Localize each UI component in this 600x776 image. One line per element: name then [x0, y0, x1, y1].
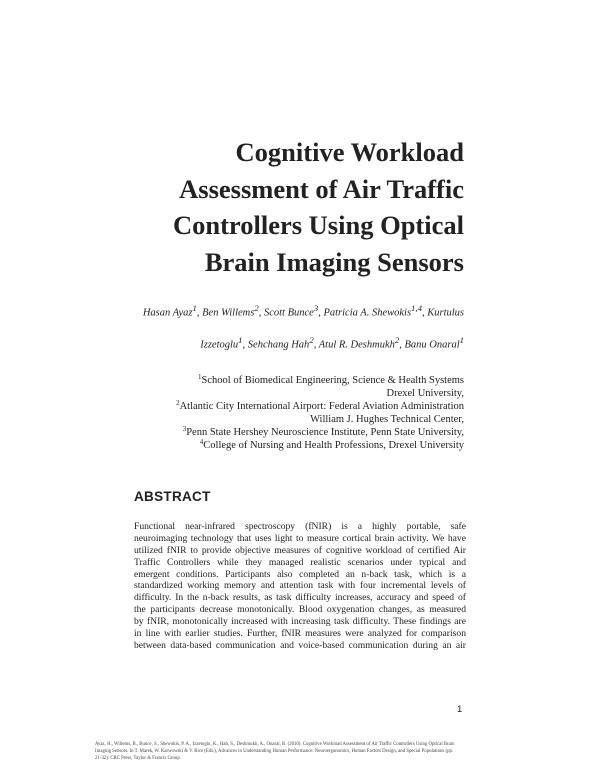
- abstract-text: [134, 521, 466, 687]
- author: Kurtulus: [427, 307, 464, 319]
- citation-line: Imaging Sensors. In T. Marek, W. Karwowski & V. Rice (Eds.), Advances in Understanding Human Performance: Neuroergonomics, Human Factors Design, and Special Populations (pp.: [95, 749, 454, 754]
- author: Scott Bunce: [263, 307, 314, 319]
- citation-line: 21-32): CRC Press, Taylor & Francis Group: [95, 756, 180, 761]
- author-affiliation-mark: 1: [238, 334, 243, 345]
- page-number: 1: [457, 704, 463, 715]
- title-line: Controllers Using Optical: [172, 210, 464, 240]
- author-affiliation-mark: 1: [459, 334, 464, 345]
- citation-footer: [95, 741, 535, 762]
- affiliation-line: $^2$Atlantic City International Airport: Federal Aviation Administration: [176, 399, 464, 412]
- paper-title: [104, 134, 464, 280]
- author-affiliation-mark: 3: [313, 303, 319, 313]
- abstract-heading: ABSTRACT: [134, 489, 211, 504]
- abstract-line: in line with earlier studies. Further, fNIR measures were analyzed for comparison: [134, 628, 466, 640]
- citation-line: Ayaz, H., Willems, B., Bunce, S., Shewokis, P. A., Izzetoglu, K., Hah, S., Deshmukh, A., Onaral, B. (2010). Cognitive Workload Assessment of Air Traffic Controllers Using Optical Brain: [95, 742, 455, 747]
- author-affiliation-mark: 1: [192, 303, 197, 313]
- author: Izzetoglu: [200, 339, 239, 350]
- abstract-line: between data-based communication and voice-based communication during an air: [134, 639, 466, 651]
- abstract-line: utilized fNIR to provide objective measures of cognitive workload of certified Air: [134, 544, 466, 556]
- abstract-line: [134, 664, 466, 676]
- abstract-line: by fNIR, monotonically increased with increasing task difficulty. These findings are: [134, 616, 466, 628]
- affiliation-line: Drexel University,: [386, 388, 464, 399]
- abstract-line: the participants decrease monotonically. Blood oxygenation changes, as measured: [134, 604, 466, 616]
- affiliation-line: $^3$Penn State Hershey Neuroscience Institute, Penn State University,: [182, 425, 464, 438]
- title-line: Assessment of Air Traffic: [179, 173, 464, 204]
- title-line: Brain Imaging Sensors: [204, 246, 464, 277]
- abstract-line: standardized working memory and attention task with four incremental levels of: [134, 580, 466, 592]
- author: Patricia A. Shewokis: [323, 307, 412, 319]
- author-line: Izzetoglu$^1$, Sehchang Hah$^2$, Atul R. Deshmukh$^2$, Banu Onaral$^1$: [200, 334, 464, 350]
- author-affiliation-mark: 1,4: [411, 303, 422, 313]
- abstract-line: neuroimaging technology that uses light to measure cortical brain activity. We have: [134, 532, 466, 544]
- author-affiliation-mark: 2: [309, 334, 314, 345]
- abstract-line: emergent conditions. Participants also completed an n-back task, which is a: [134, 568, 466, 580]
- author: Ben Willems: [202, 307, 255, 319]
- author: Hasan Ayaz: [142, 307, 193, 319]
- affiliation-line: $^4$College of Nursing and Health Professions, Drexel University: [199, 438, 464, 451]
- abstract-line: [134, 676, 466, 688]
- author: Banu Onaral: [404, 339, 460, 350]
- abstract-line: difficulty. In the n-back results, as task difficulty increases, accuracy and speed of: [134, 592, 466, 604]
- abstract-line: Functional near-infrared spectroscopy (fNIR) is a highly portable, safe: [134, 521, 466, 532]
- title-line: Cognitive Workload: [235, 137, 464, 167]
- author-affiliation-mark: 2: [394, 334, 400, 345]
- abstract-line: [134, 652, 466, 664]
- affiliations: [44, 374, 464, 452]
- abstract-line: Traffic Controllers while they managed realistic scenarios under typical and: [134, 556, 466, 568]
- author-line: Hasan Ayaz$^1$, Ben Willems$^2$, Scott Bunce$^3$, Patricia A. Shewokis$^{1,4}$, Kurtulus: [142, 303, 464, 319]
- affiliation-line: William J. Hughes Technical Center,: [310, 414, 464, 425]
- author: Atul R. Deshmukh: [318, 339, 395, 350]
- author: Sehchang Hah: [247, 339, 310, 350]
- author-affiliation-mark: 2: [254, 303, 259, 313]
- affiliation-line: $^1$School of Biomedical Engineering, Science & Health Systems: [198, 373, 464, 386]
- author-list: [44, 295, 464, 358]
